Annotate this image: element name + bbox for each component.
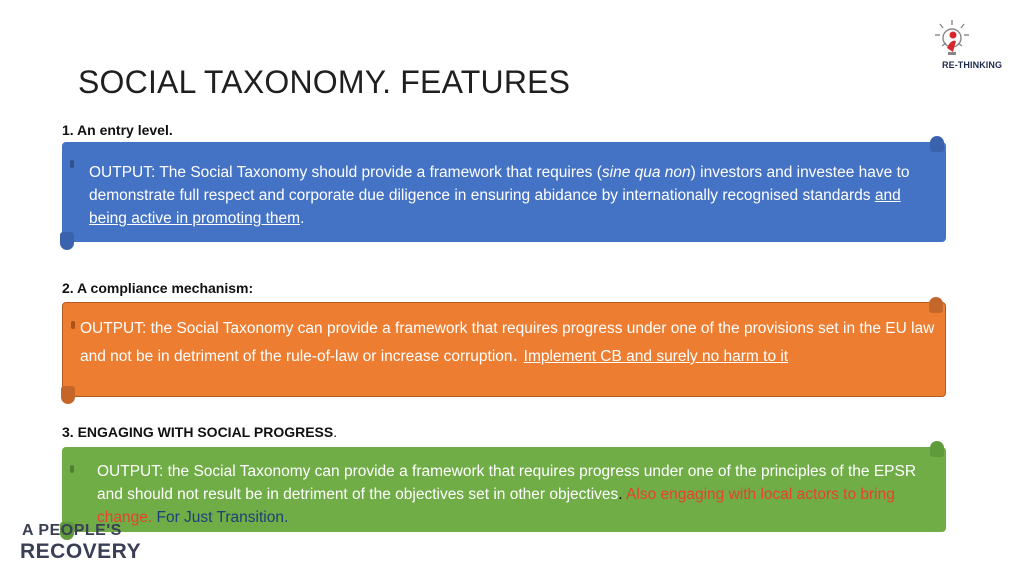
scroll-curl	[930, 136, 944, 152]
peoples-recovery-logo-line2: RECOVERY	[20, 540, 142, 563]
output-text-compliance: OUTPUT: the Social Taxonomy can provide a framework that requires progress under one of the provisions set in the EU law and not be in detriment of the rule-of-law or increase corruption. Implement CB and surely no harm to it	[80, 320, 935, 366]
output-text-social-progress: OUTPUT: the Social Taxonomy can provide a framework that requires progress under one of the principles of the EPSR and should not result be in detriment of the objectives set in other objectives. Also engaging with local actors to bring change. For Just Transition.	[97, 463, 917, 526]
output-scroll-entry-level	[62, 142, 946, 242]
output-scroll-compliance	[62, 302, 946, 397]
peoples-recovery-logo-line1: A PEOPLE'S	[22, 522, 122, 539]
scroll-notch	[70, 465, 74, 473]
output-text-entry-level: OUTPUT: The Social Taxonomy should provide a framework that requires (sine qua non) investors and investee have to demonstrate full respect and corporate due diligence in ensuring abidance by internationally recognised standards and being active in promoting them.	[89, 164, 910, 227]
scroll-curl	[61, 386, 75, 404]
re-thinking-logo	[928, 18, 1004, 74]
page-title: SOCIAL TAXONOMY. FEATURES	[78, 64, 571, 100]
re-thinking-logo-text: RE-THINKING	[942, 60, 1003, 70]
peoples-recovery-logo	[18, 522, 142, 568]
scroll-curl	[929, 297, 943, 313]
scroll-notch	[70, 160, 74, 168]
lightbulb-person-icon	[932, 18, 972, 60]
scroll-curl	[930, 441, 944, 457]
section-heading-compliance: 2. A compliance mechanism:	[62, 280, 254, 296]
section-heading-social-progress: 3. ENGAGING WITH SOCIAL PROGRESS.	[62, 424, 338, 440]
output-scroll-social-progress	[62, 447, 946, 532]
section-heading-entry-level: 1. An entry level.	[62, 122, 173, 138]
scroll-curl	[60, 232, 74, 250]
scroll-notch	[71, 321, 75, 329]
